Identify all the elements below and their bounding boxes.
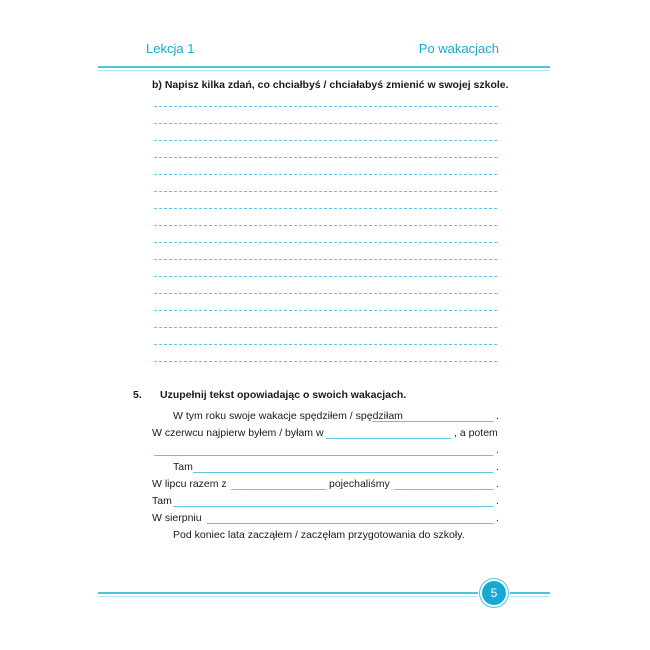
writing-line[interactable] (154, 259, 497, 260)
writing-line[interactable] (154, 208, 497, 209)
blank-field[interactable] (193, 472, 493, 473)
writing-line[interactable] (154, 140, 497, 141)
footer-rule (98, 592, 478, 594)
writing-line[interactable] (154, 310, 497, 311)
sentence-period: . (496, 495, 499, 507)
writing-line[interactable] (154, 174, 497, 175)
writing-line[interactable] (154, 191, 497, 192)
sentence-7-text: Pod koniec lata zacząłem / zaczęłam przygotowania do szkoły. (173, 529, 465, 541)
section-header: Po wakacjach (418, 41, 499, 56)
writing-line[interactable] (154, 123, 497, 124)
sentence-5-text: Tam (152, 495, 172, 507)
header-rule-thin (98, 70, 550, 71)
sentence-period: . (496, 478, 499, 490)
footer-rule-thin (98, 596, 478, 597)
task-5-instruction: Uzupełnij tekst opowiadając o swoich wakacjach. (160, 389, 407, 401)
page-number-badge: 5 (482, 581, 506, 605)
writing-line[interactable] (154, 242, 497, 243)
sentence-1-text: W tym roku swoje wakacje spędziłem / spędziłam (173, 410, 403, 422)
sentence-period: . (496, 512, 499, 524)
sentence-3-text: Tam (173, 461, 193, 473)
sentence-2-continuation: , a potem (454, 427, 498, 439)
blank-field[interactable] (207, 523, 493, 524)
task-b-instruction: b) Napisz kilka zdań, co chciałbyś / chciałabyś zmienić w swojej szkole. (152, 79, 509, 91)
writing-line[interactable] (154, 361, 497, 362)
sentence-period: . (496, 444, 499, 456)
writing-line[interactable] (154, 225, 497, 226)
sentence-2-text: W czerwcu najpierw byłem / byłam w (152, 427, 324, 439)
writing-line[interactable] (154, 293, 497, 294)
footer-rule-right (510, 592, 550, 594)
blank-field[interactable] (154, 455, 493, 456)
writing-line[interactable] (154, 157, 497, 158)
writing-line[interactable] (154, 276, 497, 277)
sentence-6-text: W sierpniu (152, 512, 202, 524)
sentence-period: . (496, 461, 499, 473)
blank-field[interactable] (326, 438, 451, 439)
task-5-number: 5. (133, 389, 142, 401)
sentence-4-continuation: pojechaliśmy (329, 478, 390, 490)
header-rule (98, 66, 550, 68)
blank-field[interactable] (372, 421, 493, 422)
writing-line[interactable] (154, 106, 497, 107)
writing-line[interactable] (154, 327, 497, 328)
blank-field[interactable] (231, 489, 326, 490)
footer-rule-right-thin (510, 596, 550, 597)
writing-line[interactable] (154, 344, 497, 345)
lesson-header: Lekcja 1 (146, 41, 195, 56)
sentence-4-text: W lipcu razem z (152, 478, 227, 490)
blank-field[interactable] (173, 506, 493, 507)
sentence-period: . (496, 410, 499, 422)
blank-field[interactable] (394, 489, 493, 490)
